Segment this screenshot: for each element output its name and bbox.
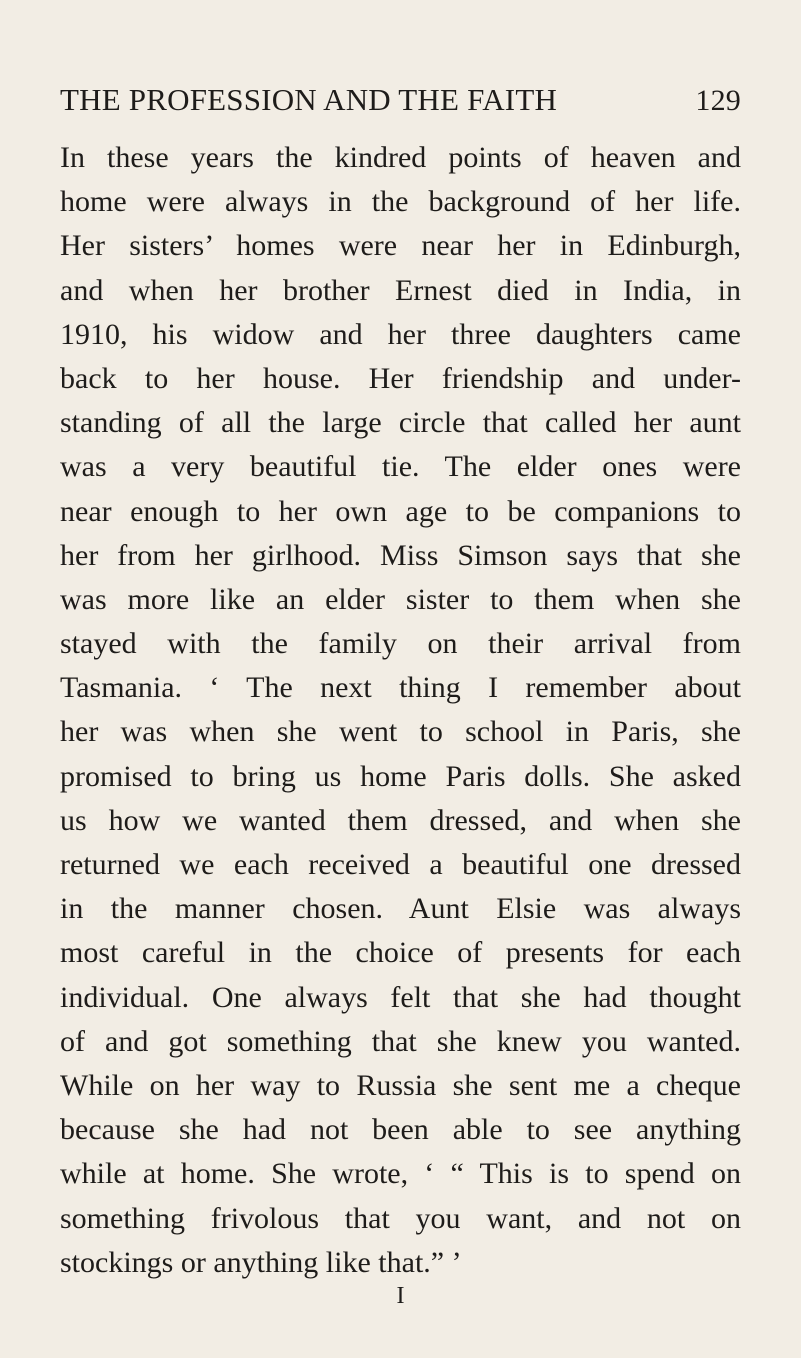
text-line: of and got something that she knew you wanted.	[60, 1024, 741, 1058]
text-line: in the manner chosen. Aunt Elsie was always	[60, 892, 741, 926]
running-title: THE PROFESSION AND THE FAITH	[60, 82, 558, 117]
page-number: 129	[695, 84, 741, 117]
text-line: back to her house. Her friendship and under-	[60, 361, 741, 395]
text-line: her from her girlhood. Miss Simson says that she	[60, 538, 741, 572]
text-line: In these years the kindred points of heaven and	[60, 141, 741, 174]
signature-mark: I	[396, 1283, 405, 1309]
text-line: was more like an elder sister to them when she	[60, 582, 741, 616]
text-line: her was when she went to school in Paris, she	[60, 715, 741, 749]
text-line: promised to bring us home Paris dolls. She asked	[60, 759, 741, 793]
text-line: home were always in the background of her life.	[60, 185, 741, 219]
text-line: us how we wanted them dressed, and when she	[60, 803, 741, 837]
text-line: Tasmania. ‘ The next thing I remember about	[60, 671, 741, 705]
text-line: because she had not been able to see anything	[60, 1113, 741, 1147]
text-line: stayed with the family on their arrival from	[60, 627, 741, 661]
text-line: near enough to her own age to be companions to	[60, 494, 741, 528]
text-line: most careful in the choice of presents for each	[60, 936, 741, 970]
text-line: something frivolous that you want, and not on	[60, 1201, 741, 1235]
text-line: 1910, his widow and her three daughters came	[60, 317, 741, 351]
running-header	[60, 82, 741, 118]
text-line: and when her brother Ernest died in India, in	[60, 273, 741, 307]
text-line: Her sisters’ homes were near her in Edinburgh,	[60, 229, 741, 263]
text-line: stockings or anything like that.” ’	[60, 1245, 462, 1279]
text-line: While on her way to Russia she sent me a cheque	[60, 1068, 741, 1102]
text-line: standing of all the large circle that called her aunt	[60, 406, 741, 440]
text-line: while at home. She wrote, ‘ “ This is to spend on	[60, 1157, 741, 1191]
text-line: was a very beautiful tie. The elder ones were	[60, 450, 741, 484]
body-text	[60, 136, 741, 1285]
text-line: returned we each received a beautiful one dressed	[60, 848, 741, 881]
text-line: individual. One always felt that she had thought	[60, 980, 741, 1014]
